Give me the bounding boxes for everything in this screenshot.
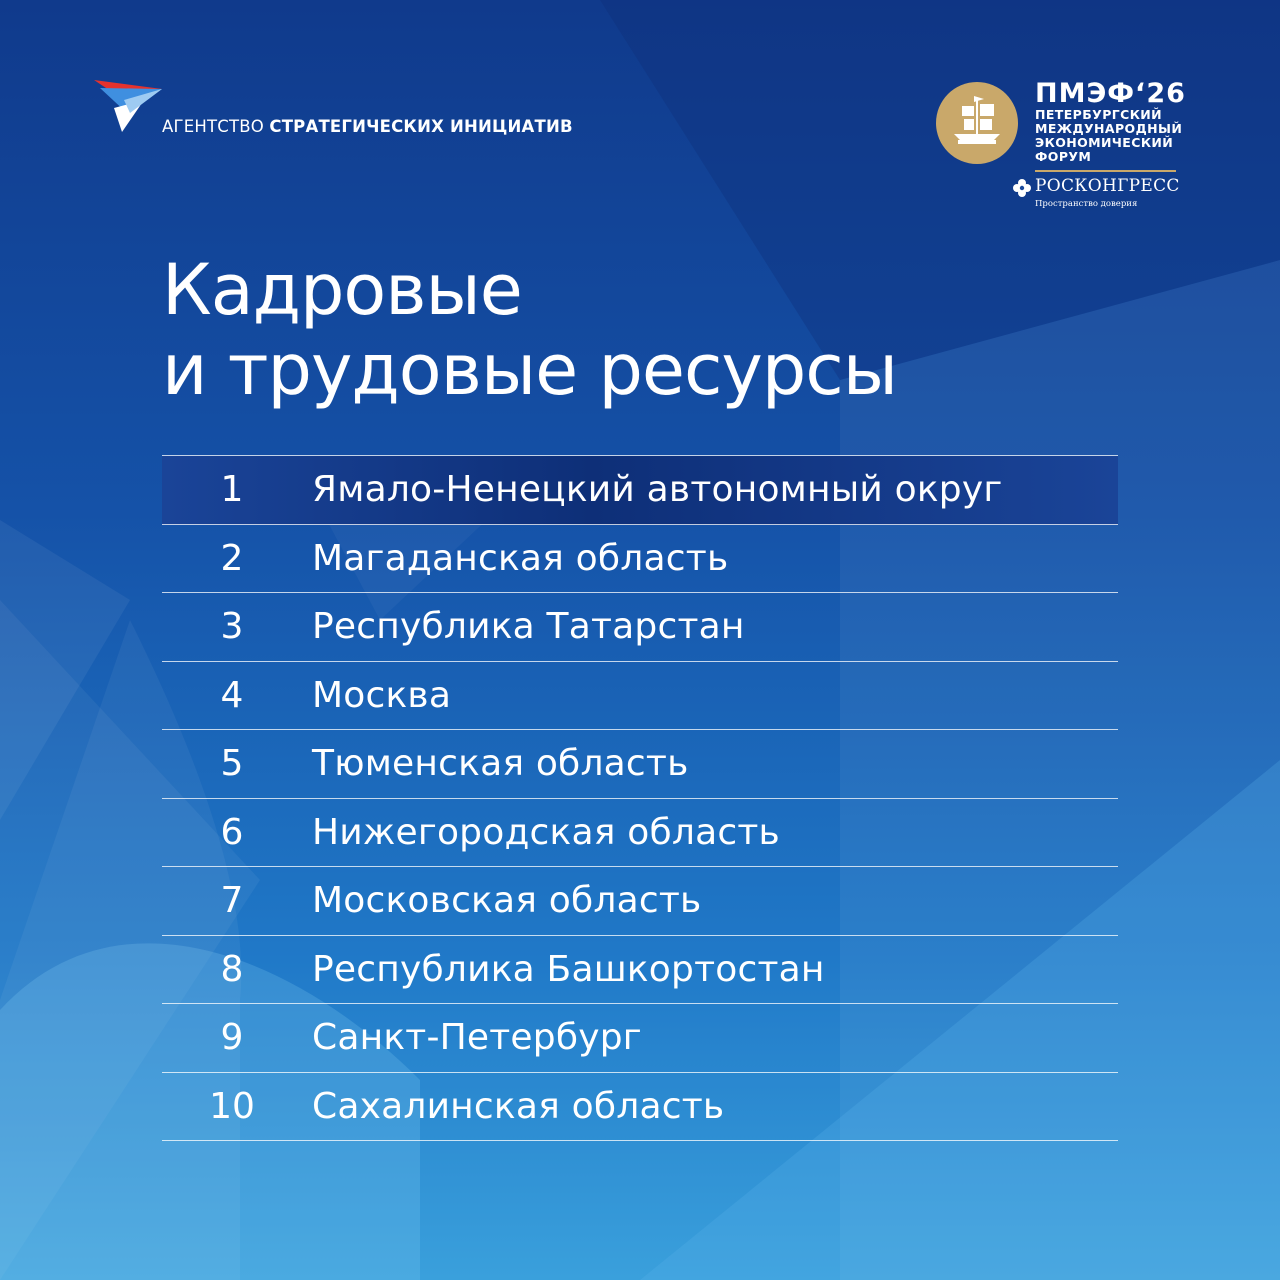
rank-number: 4 xyxy=(220,674,244,716)
region-name: Нижегородская область xyxy=(312,811,780,853)
forum-title: ПМЭФ‘26 xyxy=(1035,78,1186,109)
region-name: Сахалинская область xyxy=(312,1085,725,1127)
region-name: Республика Татарстан xyxy=(312,606,745,647)
forum-subtitle-line: ПЕТЕРБУРГСКИЙ xyxy=(1035,107,1163,122)
roscongress-flower-icon xyxy=(1012,178,1032,198)
ranking-row xyxy=(162,525,1118,594)
rank-number: 10 xyxy=(209,1085,255,1127)
ranking-row xyxy=(162,936,1118,1005)
rank-number: 2 xyxy=(220,537,244,579)
organizer-name: РОСКОНГРЕСС xyxy=(1035,176,1180,196)
page-title xyxy=(162,250,897,410)
ranking-table xyxy=(162,455,1118,1141)
forum-subtitle xyxy=(1035,108,1185,164)
region-name: Магаданская область xyxy=(312,537,729,579)
region-name: Москва xyxy=(312,674,452,716)
forum-logo xyxy=(1035,80,1185,164)
forum-subtitle-line: ЭКОНОМИЧЕСКИЙ xyxy=(1035,135,1174,150)
rank-number: 3 xyxy=(220,606,244,647)
rank-number: 6 xyxy=(220,811,244,853)
sailing-ship-emblem-icon xyxy=(936,82,1018,164)
ranking-row xyxy=(162,1004,1118,1073)
organizer-tagline: Пространство доверия xyxy=(1035,199,1138,209)
ranking-row xyxy=(162,593,1118,662)
ranking-row xyxy=(162,1073,1118,1142)
forum-subtitle-line: ФОРУМ xyxy=(1035,149,1092,164)
ranking-row xyxy=(162,662,1118,731)
rank-number: 1 xyxy=(220,469,244,510)
page-title-line-2: и трудовые ресурсы xyxy=(162,329,898,411)
region-name: Ямало-Ненецкий автономный округ xyxy=(312,469,1003,510)
page-title-line-1: Кадровые xyxy=(162,249,522,331)
region-name: Санкт-Петербург xyxy=(312,1017,642,1058)
agency-name xyxy=(162,117,573,136)
agency-name-bold: СТРАТЕГИЧЕСКИХ ИНИЦИАТИВ xyxy=(269,117,573,136)
ranking-row xyxy=(162,456,1118,525)
ranking-row xyxy=(162,730,1118,799)
ranking-row xyxy=(162,799,1118,868)
rank-number: 9 xyxy=(220,1017,244,1058)
rank-number: 7 xyxy=(220,880,244,921)
region-name: Тюменская область xyxy=(312,743,689,784)
forum-subtitle-line: МЕЖДУНАРОДНЫЙ xyxy=(1035,121,1183,136)
rank-number: 5 xyxy=(220,743,244,784)
region-name: Московская область xyxy=(312,880,702,921)
asi-arrow-logo-icon xyxy=(94,80,164,135)
agency-name-light: АГЕНТСТВО xyxy=(162,117,264,136)
ranking-row xyxy=(162,867,1118,936)
region-name: Республика Башкортостан xyxy=(312,948,825,990)
forum-divider xyxy=(1035,170,1176,172)
agency-logo xyxy=(94,80,573,140)
rank-number: 8 xyxy=(220,948,244,990)
